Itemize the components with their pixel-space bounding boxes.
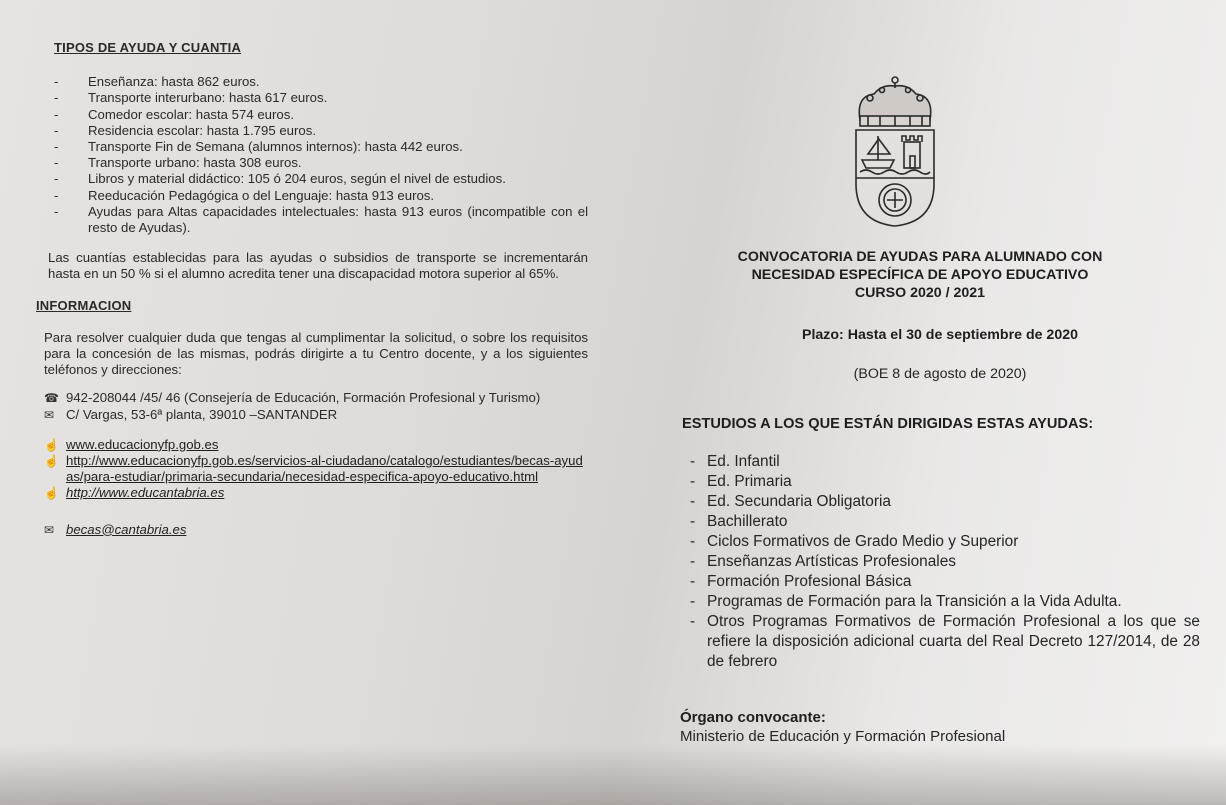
list-item: - Ed. Secundaria Obligatoria	[688, 492, 1200, 512]
coat-of-arms-icon	[850, 74, 940, 230]
list-item: - Bachillerato	[688, 512, 1200, 532]
link-educantabria[interactable]: http://www.educantabria.es	[66, 485, 225, 501]
estudios-list	[688, 452, 1200, 672]
links-block	[44, 437, 588, 502]
telephone-icon: ☎	[44, 391, 59, 406]
mouse-cursor-icon: ☝	[44, 486, 59, 501]
convocatoria-title	[680, 248, 1160, 302]
envelope-icon: ✉	[44, 522, 55, 537]
tipos-heading: TIPOS DE AYUDA Y CUANTIA	[54, 40, 242, 55]
list-item: - Libros y material didáctico: 105 ó 204 euros, según el nivel de estudios.	[36, 171, 588, 187]
link-necesidad-especifica[interactable]: http://www.educacionyfp.gob.es/servicios-al-ciudadano/catalogo/estudiantes/becas-ayudas/para-estudiar/primaria-secundaria/necesidad-especifica-apoyo-educativo.html	[66, 453, 583, 485]
address-text: C/ Vargas, 53-6ª planta, 39010 –SANTANDER	[66, 406, 338, 422]
title-line: NECESIDAD ESPECÍFICA DE APOYO EDUCATIVO	[751, 267, 1089, 283]
title-line: CONVOCATORIA DE AYUDAS PARA ALUMNADO CON	[737, 249, 1103, 265]
page-shadow	[0, 745, 1226, 805]
list-item: - Transporte urbano: hasta 308 euros.	[36, 155, 588, 171]
mouse-cursor-icon: ☝	[44, 437, 59, 452]
list-item: - Residencia escolar: hasta 1.795 euros.	[36, 123, 588, 139]
estudios-heading: ESTUDIOS A LOS QUE ESTÁN DIRIGIDAS ESTAS AYUDAS:	[682, 416, 1094, 432]
left-column	[36, 40, 588, 538]
email-row	[44, 522, 588, 538]
title-line: CURSO 2020 / 2021	[854, 285, 986, 301]
list-item: - Transporte Fin de Semana (alumnos internos): hasta 442 euros.	[36, 139, 588, 155]
organo-heading: Órgano convocante:	[680, 709, 826, 726]
list-item: - Reeducación Pedagógica o del Lenguaje: hasta 913 euros.	[36, 188, 588, 204]
informacion-heading: INFORMACION	[36, 297, 132, 313]
phone-text: 942-208044 /45/ 46 (Consejería de Educación, Formación Profesional y Turismo)	[66, 390, 541, 406]
plazo-deadline: Plazo: Hasta el 30 de septiembre de 2020	[802, 327, 1078, 343]
list-item: - Comedor escolar: hasta 574 euros.	[36, 107, 588, 123]
address-row	[44, 407, 588, 423]
tipos-list	[36, 74, 588, 236]
contact-block	[44, 390, 588, 422]
list-item: - Transporte interurbano: hasta 617 euros.	[36, 90, 588, 106]
boe-reference: (BOE 8 de agosto de 2020)	[853, 366, 1027, 382]
mail-icon: ✉	[44, 407, 55, 422]
email-link[interactable]: becas@cantabria.es	[66, 521, 187, 537]
link-educacionyfp[interactable]: www.educacionyfp.gob.es	[66, 436, 219, 452]
list-item: - Ed. Infantil	[688, 452, 1200, 472]
informacion-text: Para resolver cualquier duda que tengas al cumplimentar la solicitud, o sobre los requisitos para la concesión de las mismas, podrás dirigirte a tu Centro docente, y a los siguientes teléfonos y direcciones:	[44, 329, 588, 378]
link-row	[44, 437, 588, 453]
link-row	[44, 485, 588, 501]
mouse-cursor-icon: ☝	[44, 454, 59, 469]
organo-value: Ministerio de Educación y Formación Profesional	[680, 728, 1006, 745]
list-item: - Ed. Primaria	[688, 472, 1200, 492]
list-item: - Otros Programas Formativos de Formación Profesional a los que se refiere la disposición adicional cuarta del Real Decreto 127/2014, de 28 de febrero	[688, 612, 1200, 672]
list-item: - Enseñanza: hasta 862 euros.	[36, 74, 588, 90]
link-row	[44, 453, 588, 485]
list-item: - Ciclos Formativos de Grado Medio y Superior	[688, 532, 1200, 552]
list-item: - Ayudas para Altas capacidades intelectuales: hasta 913 euros (incompatible con el resto de Ayudas).	[36, 204, 588, 236]
list-item: - Enseñanzas Artísticas Profesionales	[688, 552, 1200, 572]
transport-note: Las cuantías establecidas para las ayudas o subsidios de transporte se incrementarán hasta en un 50 % si el alumno acredita tener una discapacidad motora superior al 65%.	[48, 250, 588, 282]
phone-row	[44, 390, 588, 406]
list-item: - Programas de Formación para la Transición a la Vida Adulta.	[688, 592, 1200, 612]
list-item: - Formación Profesional Básica	[688, 572, 1200, 592]
